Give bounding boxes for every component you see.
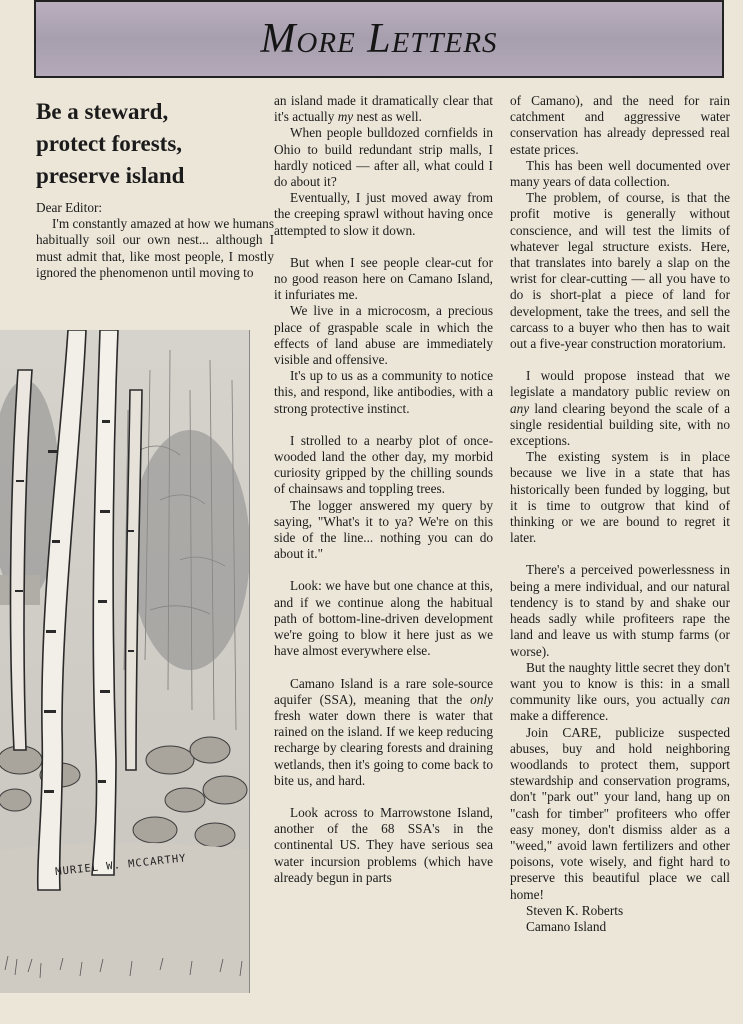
artist-signature: MURIEL W. MCCARTHY bbox=[54, 852, 188, 878]
letter-paragraph: The problem, of course, is that the profit motive is generally without conscience, and will test the limits of whatever legal structure exists. Here, that translates into barely a slap on the wrist for clear-cutting — all you have to do is short-plat a piece of land for development, take the trees, and sell the carcass to a buyer who then has to wait out a five-year construction moratorium. bbox=[510, 190, 730, 352]
letter-paragraph: It's up to us as a community to notice this, and respond, like antibodies, with a strong protective instinct. bbox=[274, 368, 493, 416]
letter-paragraph: Join CARE, publicize suspected abuses, buy and hold neighboring woodlands to protect them, support stewardship and conservation programs, don't "park out" your land, hang up on "cash for timber" profiteers who offer easy money, don't dismiss alder as a "weed," avoid lawn fertilizers and other poisons, vote wisely, and fight hard to preserve this beautiful place we call home! bbox=[510, 724, 730, 902]
section-banner bbox=[34, 0, 724, 78]
letter-paragraph: This has been well documented over many years of data collection. bbox=[510, 157, 730, 190]
letter-headline bbox=[36, 96, 274, 192]
headline-line-2: protect forests, bbox=[36, 131, 183, 156]
signature-place: Camano Island bbox=[526, 918, 607, 934]
signature-name: Steven K. Roberts bbox=[526, 902, 624, 918]
letter-salutation: Dear Editor: bbox=[36, 200, 103, 215]
letter-paragraph: There's a perceived powerlessness in being a mere individual, and our natural tendency is to stand by and shake our heads sadly while profiteers rape the land and leave us with stump farms (or worse). bbox=[510, 562, 730, 659]
letter-column-3 bbox=[510, 93, 730, 935]
letter-paragraph: Eventually, I just moved away from the creeping sprawl without having once attempted to slow it down. bbox=[274, 190, 493, 238]
letter-paragraph: I strolled to a nearby plot of once-wooded land the other day, my morbid curiosity gripped by the chilling sounds of chainsaws and toppling trees. bbox=[274, 432, 493, 497]
letter-paragraph: of Camano), and the need for rain catchment and aggressive water conservation has already depressed real estate prices. bbox=[510, 93, 730, 157]
letter-paragraph: Camano Island is a rare sole-source aquifer (SSA), meaning that the only fresh water down there is water that rained on the island. If we keep reducing recharge by clearing forests and draining wetlands, then it's going to come back to bite us, and hard. bbox=[274, 675, 493, 788]
letter-paragraph: I'm constantly amazed at how we humans habitually soil our own nest... although I must admit that, like most people, I mostly ignored the phenomenon until moving to bbox=[36, 216, 274, 280]
section-title: More Letters bbox=[260, 16, 498, 62]
letter-paragraph: The logger answered my query by saying, "What's it to ya? We're on this side of the line... nothing you can do about it." bbox=[274, 497, 493, 562]
letter-paragraph: I would propose instead that we legislate a mandatory public review on any land clearing beyond the scale of a single residential building site, with no exceptions. bbox=[510, 368, 730, 449]
letter-paragraph: The existing system is in place because we live in a state that has historically been funded by logging, but it is time to outgrow that kind of thinking or we are bound to regret it later. bbox=[510, 449, 730, 546]
letter-paragraph: When people bulldozed cornfields in Ohio to build redundant strip malls, I hardly noticed — after all, what could I do about it? bbox=[274, 125, 493, 190]
letter-paragraph: an island made it dramatically clear that it's actually my nest as well. bbox=[274, 93, 493, 125]
birch-trees-drawing bbox=[0, 330, 249, 993]
letter-column-1 bbox=[36, 96, 274, 281]
letter-paragraph: Look across to Marrowstone Island, another of the 68 SSA's in the continental US. They have serious sea water incursion problems (which have already begun in parts bbox=[274, 804, 493, 885]
headline-line-3: preserve island bbox=[36, 163, 185, 188]
letter-paragraph: Look: we have but one chance at this, and if we continue along the habitual path of bottom-line-driven development we're going to blow it here just as we have almost everywhere else. bbox=[274, 578, 493, 659]
birch-trees-illustration bbox=[0, 330, 250, 993]
letter-paragraph: But the naughty little secret they don't want you to know is this: in a small community like ours, you actually can make a difference. bbox=[510, 659, 730, 724]
headline-line-1: Be a steward, bbox=[36, 99, 169, 124]
letter-paragraph: We live in a microcosm, a precious place of graspable scale in which the effects of land abuse are immediately visible and offensive. bbox=[274, 303, 493, 368]
letter-paragraph: But when I see people clear-cut for no good reason here on Camano Island, it infuriates me. bbox=[274, 254, 493, 303]
letter-column-2 bbox=[274, 93, 493, 886]
